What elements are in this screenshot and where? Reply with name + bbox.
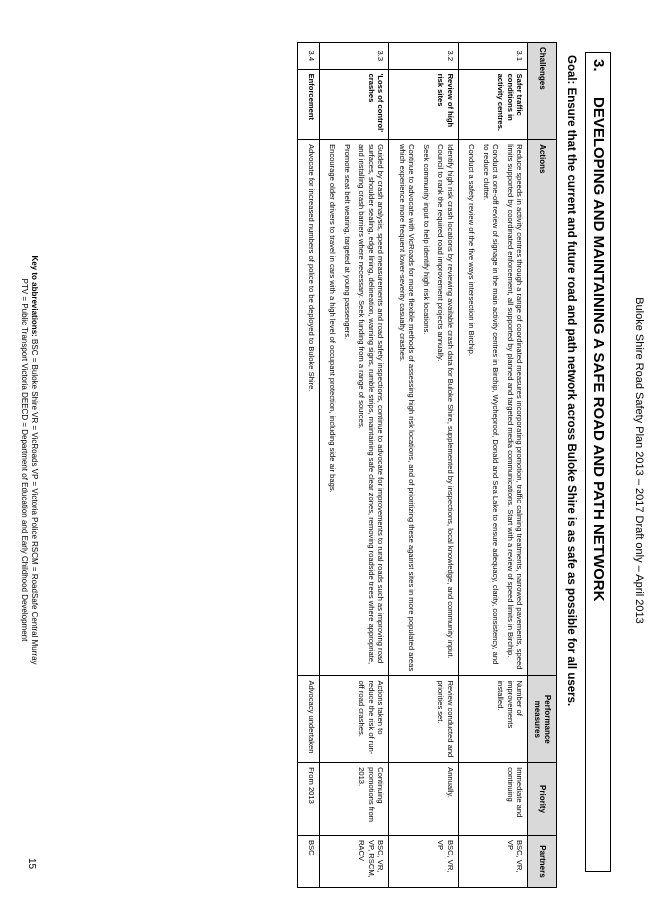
row-priority: Immediate and continuing — [458, 763, 527, 836]
section-title: DEVELOPING AND MAINTAINING A SAFE ROAD AND PATH NETWORK — [590, 97, 607, 602]
section-number: 3. — [590, 59, 607, 72]
abbreviations-line-2: PTV = Public Transport Victoria DEECD = Department of Education and Early Childhood Development — [19, 278, 29, 642]
goal-statement: Goal: Ensure that the current and future road and path network across Buloke Shire is as safe as possible for all users. — [565, 55, 577, 707]
row-partners: BSC — [298, 835, 319, 887]
header-partners: Partners — [528, 835, 557, 887]
row-priority: Annually. — [389, 763, 458, 836]
row-actions — [298, 140, 319, 676]
table-row — [458, 43, 527, 888]
row-challenge: Review of high risk sites — [389, 69, 458, 140]
table-row — [319, 43, 388, 888]
action-item: Seek community input to help identify high risk locations. — [421, 144, 431, 335]
row-actions — [458, 140, 527, 676]
table-row — [389, 43, 458, 888]
row-actions — [319, 140, 388, 676]
action-item: Conduct a one-off review of signage in the main activity centres in Birchip, Wycheproof, Donald and Sea Lake to ensure adequacy, clarity, consistency, and to reduce clutter. — [481, 144, 501, 665]
action-item: Advocate for increased numbers of police to be deployed to Buloke Shire. — [306, 144, 316, 392]
action-item: Continue to advocate with VicRoads for more flexible methods of assessing high risk locations, and of prioritizing these against sites in more populated areas which experience more frequent lower-severity casualty crashes. — [397, 144, 417, 672]
row-priority: From 2013 — [298, 763, 319, 836]
row-priority: Continuing promotions from 2013. — [319, 763, 388, 836]
row-performance: Actions taken to reduce the risk of run-off road crashes. — [319, 676, 388, 763]
abbreviations-line-1 — [29, 90, 39, 830]
table-header-row — [528, 43, 557, 888]
row-challenge: Enforcement — [298, 69, 319, 140]
header-actions: Actions — [528, 140, 557, 676]
header-challenges: Challenges — [528, 43, 557, 140]
section-title-box — [585, 52, 611, 872]
row-number: 3.3 — [319, 43, 388, 70]
row-partners: BSC, VR, VP — [458, 835, 527, 887]
header-performance: Performance measures — [528, 676, 557, 763]
abbreviations-label: Key to abbreviations: — [30, 255, 39, 337]
row-number: 3.2 — [389, 43, 458, 70]
page-number: 15 — [26, 858, 37, 870]
abbreviations-key — [18, 90, 39, 830]
row-partners: BSC, VR, VP — [389, 835, 458, 887]
action-item: Reduce speeds in activity centres through a range of coordinated measures incorporating promotion, traffic calming treatments, narrowed pavements, speed limits supported by coordinated enforcement, all supported by planned and targeted media communications. Start with a review of speed limits in Birchip. — [505, 144, 524, 670]
action-plan-table — [297, 42, 557, 888]
abbreviations-text-1: BSC = Buloke Shire VR = VicRoads VP = Victoria Police RSCM = RoadSafe Central Murray — [30, 336, 39, 665]
row-performance: Advocacy undertaken — [298, 676, 319, 763]
action-item: Promote seat belt wearing, targeted at young passengers. — [342, 144, 352, 340]
action-item: Guided by crash analysis, speed measurements and road safety inspections, continue to advocate for improvements to rural roads such as improving road surfaces, shoulder sealing, edge lining, delineation, warning signs, rumble strips, maintaining safe clear zones, removing roadside trees where appropriate, and installing crash barriers where necessary. Seek funding from a range of sources. — [357, 144, 386, 665]
row-number: 3.4 — [298, 43, 319, 70]
row-partners: BSC, VR, VP, RSCM, RACV — [319, 835, 388, 887]
row-challenge: 'Loss of control' crashes — [319, 69, 388, 140]
row-actions — [389, 140, 458, 676]
action-item: Identify high risk crash locations by reviewing available crash data for Buloke Shire, supplemented by inspections, local knowledge, and community input. Council to rank the required road improvement projects annually. — [436, 144, 455, 659]
action-item: Conduct a safety review of the five ways intersection in Birchip. — [467, 144, 477, 356]
action-item: Encourage older drivers to travel in cars with a high level of occupant protection, including side air bags. — [328, 144, 338, 493]
page-header: Buloke Shire Road Safety Plan 2013 – 2017 Draft only – April 2013 — [633, 297, 645, 624]
row-performance: Number of improvements installed. — [458, 676, 527, 763]
row-number: 3.1 — [458, 43, 527, 70]
row-performance: Review conducted and priorities set. — [389, 676, 458, 763]
table-body — [298, 43, 528, 888]
row-challenge: Safer traffic conditions in activity centres. — [458, 69, 527, 140]
table-row — [298, 43, 319, 888]
header-priority: Priority — [528, 763, 557, 836]
